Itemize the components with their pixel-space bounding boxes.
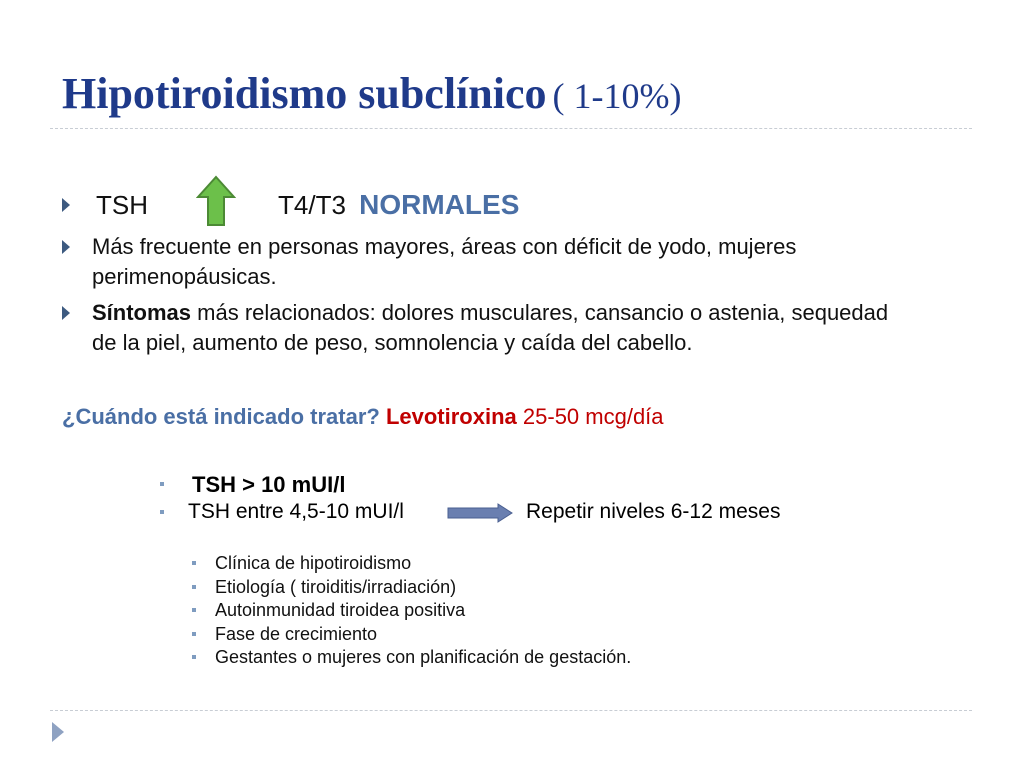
- subcriteria-list: [192, 552, 892, 670]
- criterion-tsh-range: TSH entre 4,5-10 mUI/l: [188, 500, 404, 523]
- square-bullet-icon: [192, 561, 196, 565]
- square-bullet-icon: [160, 510, 164, 514]
- square-bullet-icon: [192, 632, 196, 636]
- slide-title-bold: Hipotiroidismo subclínico: [62, 69, 547, 118]
- bullet-frecuente-line1: Más frecuente en personas mayores, áreas con déficit de yodo, mujeres: [92, 234, 797, 259]
- bullet-frecuente-line2: perimenopáusicas.: [92, 264, 277, 289]
- sintomas-label: Síntomas: [92, 300, 192, 325]
- bullet-sintomas: [92, 298, 992, 358]
- t4t3-label: T4/T3: [278, 190, 346, 220]
- subcriterion-text: Autoinmunidad tiroidea positiva: [215, 600, 466, 620]
- bullet-triangle-icon: [62, 198, 70, 212]
- square-bullet-icon: [192, 608, 196, 612]
- sintomas-text: más relacionados: dolores musculares, cansancio o astenia, sequedad: [197, 300, 889, 325]
- slide-title-percent: ( 1-10%): [552, 76, 682, 116]
- bullet-triangle-icon: [62, 306, 70, 320]
- treatment-question: [62, 404, 664, 430]
- drug-dose: 25-50 mcg/día: [522, 404, 664, 429]
- tsh-label: TSH: [96, 190, 148, 220]
- subcriterion-text: Clínica de hipotiroidismo: [215, 553, 412, 573]
- sintomas-line2: de la piel, aumento de peso, somnolencia y caída del cabello.: [92, 330, 693, 355]
- title-divider: [50, 128, 972, 129]
- up-arrow-icon: [196, 175, 236, 227]
- drug-name: Levotiroxina: [385, 404, 517, 429]
- square-bullet-icon: [160, 482, 164, 486]
- right-arrow-icon: [446, 503, 514, 523]
- footer-divider: [50, 710, 972, 711]
- subcriterion-text: Gestantes o mujeres con planificación de gestación.: [215, 647, 632, 667]
- subcriterion-item: [192, 646, 892, 670]
- square-bullet-icon: [192, 655, 196, 659]
- corner-triangle-icon: [52, 722, 64, 742]
- t4t3-line: [278, 190, 519, 220]
- subcriterion-text: Fase de crecimiento: [215, 623, 378, 644]
- subcriterion-item: [192, 552, 892, 576]
- bullet-triangle-icon: [62, 240, 70, 254]
- square-bullet-icon: [192, 585, 196, 589]
- subcriterion-text: Etiología ( tiroiditis/irradiación): [215, 576, 457, 597]
- subcriterion-item: [192, 599, 892, 623]
- subcriterion-item: [192, 576, 892, 600]
- criterion-tsh-10: TSH > 10 mUI/l: [192, 472, 346, 497]
- slide-title: [62, 70, 681, 118]
- bullet-frecuente: [92, 232, 972, 292]
- criterion-action: Repetir niveles 6-12 meses: [526, 500, 781, 523]
- subcriterion-item: [192, 623, 892, 647]
- normales-label: NORMALES: [359, 189, 520, 220]
- question-text: ¿Cuándo está indicado tratar?: [62, 404, 380, 429]
